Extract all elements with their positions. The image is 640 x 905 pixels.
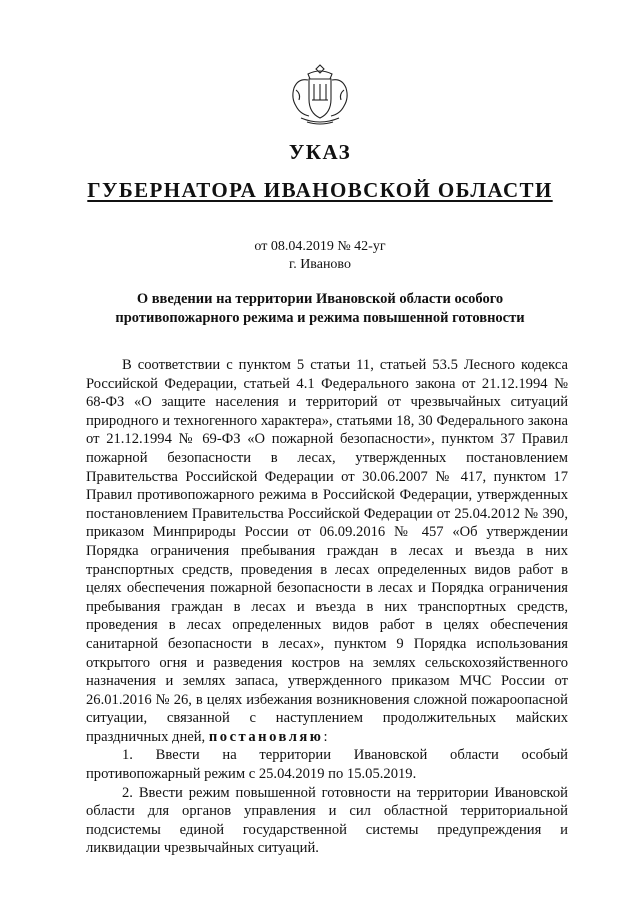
- decree-body: [86, 356, 568, 858]
- subject-line-1: О введении на территории Ивановской области особого: [136, 291, 504, 307]
- subject-line-2: противопожарного режима и режима повышенной готовности: [115, 310, 525, 326]
- decree-subject: [0, 290, 640, 328]
- preamble-paragraph: [86, 356, 568, 746]
- decree-date-number: от 08.04.2019 № 42-уг: [254, 239, 386, 254]
- decree-title: УКАЗ: [288, 140, 352, 164]
- decree-colon: :: [323, 728, 328, 745]
- item-1: 1. Ввести на территории Ивановской области особый противопожарный режим с 25.04.2019 по 15.05.2019.: [86, 747, 568, 783]
- decree-word: постановляю: [208, 728, 324, 745]
- decree-city: г. Иваново: [289, 257, 351, 272]
- coat-of-arms-emblem: [287, 62, 353, 126]
- item-2: 2. Ввести режим повышенной готовности на территории Ивановской области для органов управления и сил областной территориальной подсистемы единой государственной системы предупреждения и ликвидации чрезвычайных ситуаций.: [86, 784, 568, 857]
- preamble-text: В соответствии с пунктом 5 статьи 11, статьей 53.5 Лесного кодекса Российской Федерации, статьей 4.1 Федерального закона от 21.12.1994 № 68-ФЗ «О защите населения и территорий от чрезвычайных ситуаций природного и техногенного характера», статьями 18, 30 Федерального закона от 21.12.1994 № 69-ФЗ «О пожарной безопасности», пунктом 37 Правил пожарной безопасности в лесах, утвержденных постановлением Правительства Российской Федерации от 30.06.2007 № 417, пунктом 17 Правил противопожарного режима в Российской Федерации, утвержденных постановлением Правительства Российской Федерации от 25.04.2012 № 390, приказом Минприроды России от 06.09.2016 № 457 «Об утверждении Порядка ограничения пребывания граждан в лесах и въезда в них транспортных средств, проведения в лесах определенных видов работ в целях обеспечения пожарной безопасности в лесах и Порядка ограничения пребывания граждан в лесах и въезда в них транспортных средств, проведения в лесах определенных видов работ в целях обеспечения санитарной безопасности в лесах», пунктом 9 Порядка использования открытого огня и разведения костров на землях сельскохозяйственного назначения и землях запаса, утвержденного приказом МЧС России от 26.01.2016 № 26, в целях избежания возникновения сложной пожароопасной ситуации, связанной с наступлением продолжительных майских праздничных дней,: [86, 357, 568, 745]
- decree-authority: ГУБЕРНАТОРА ИВАНОВСКОЙ ОБЛАСТИ: [87, 178, 553, 202]
